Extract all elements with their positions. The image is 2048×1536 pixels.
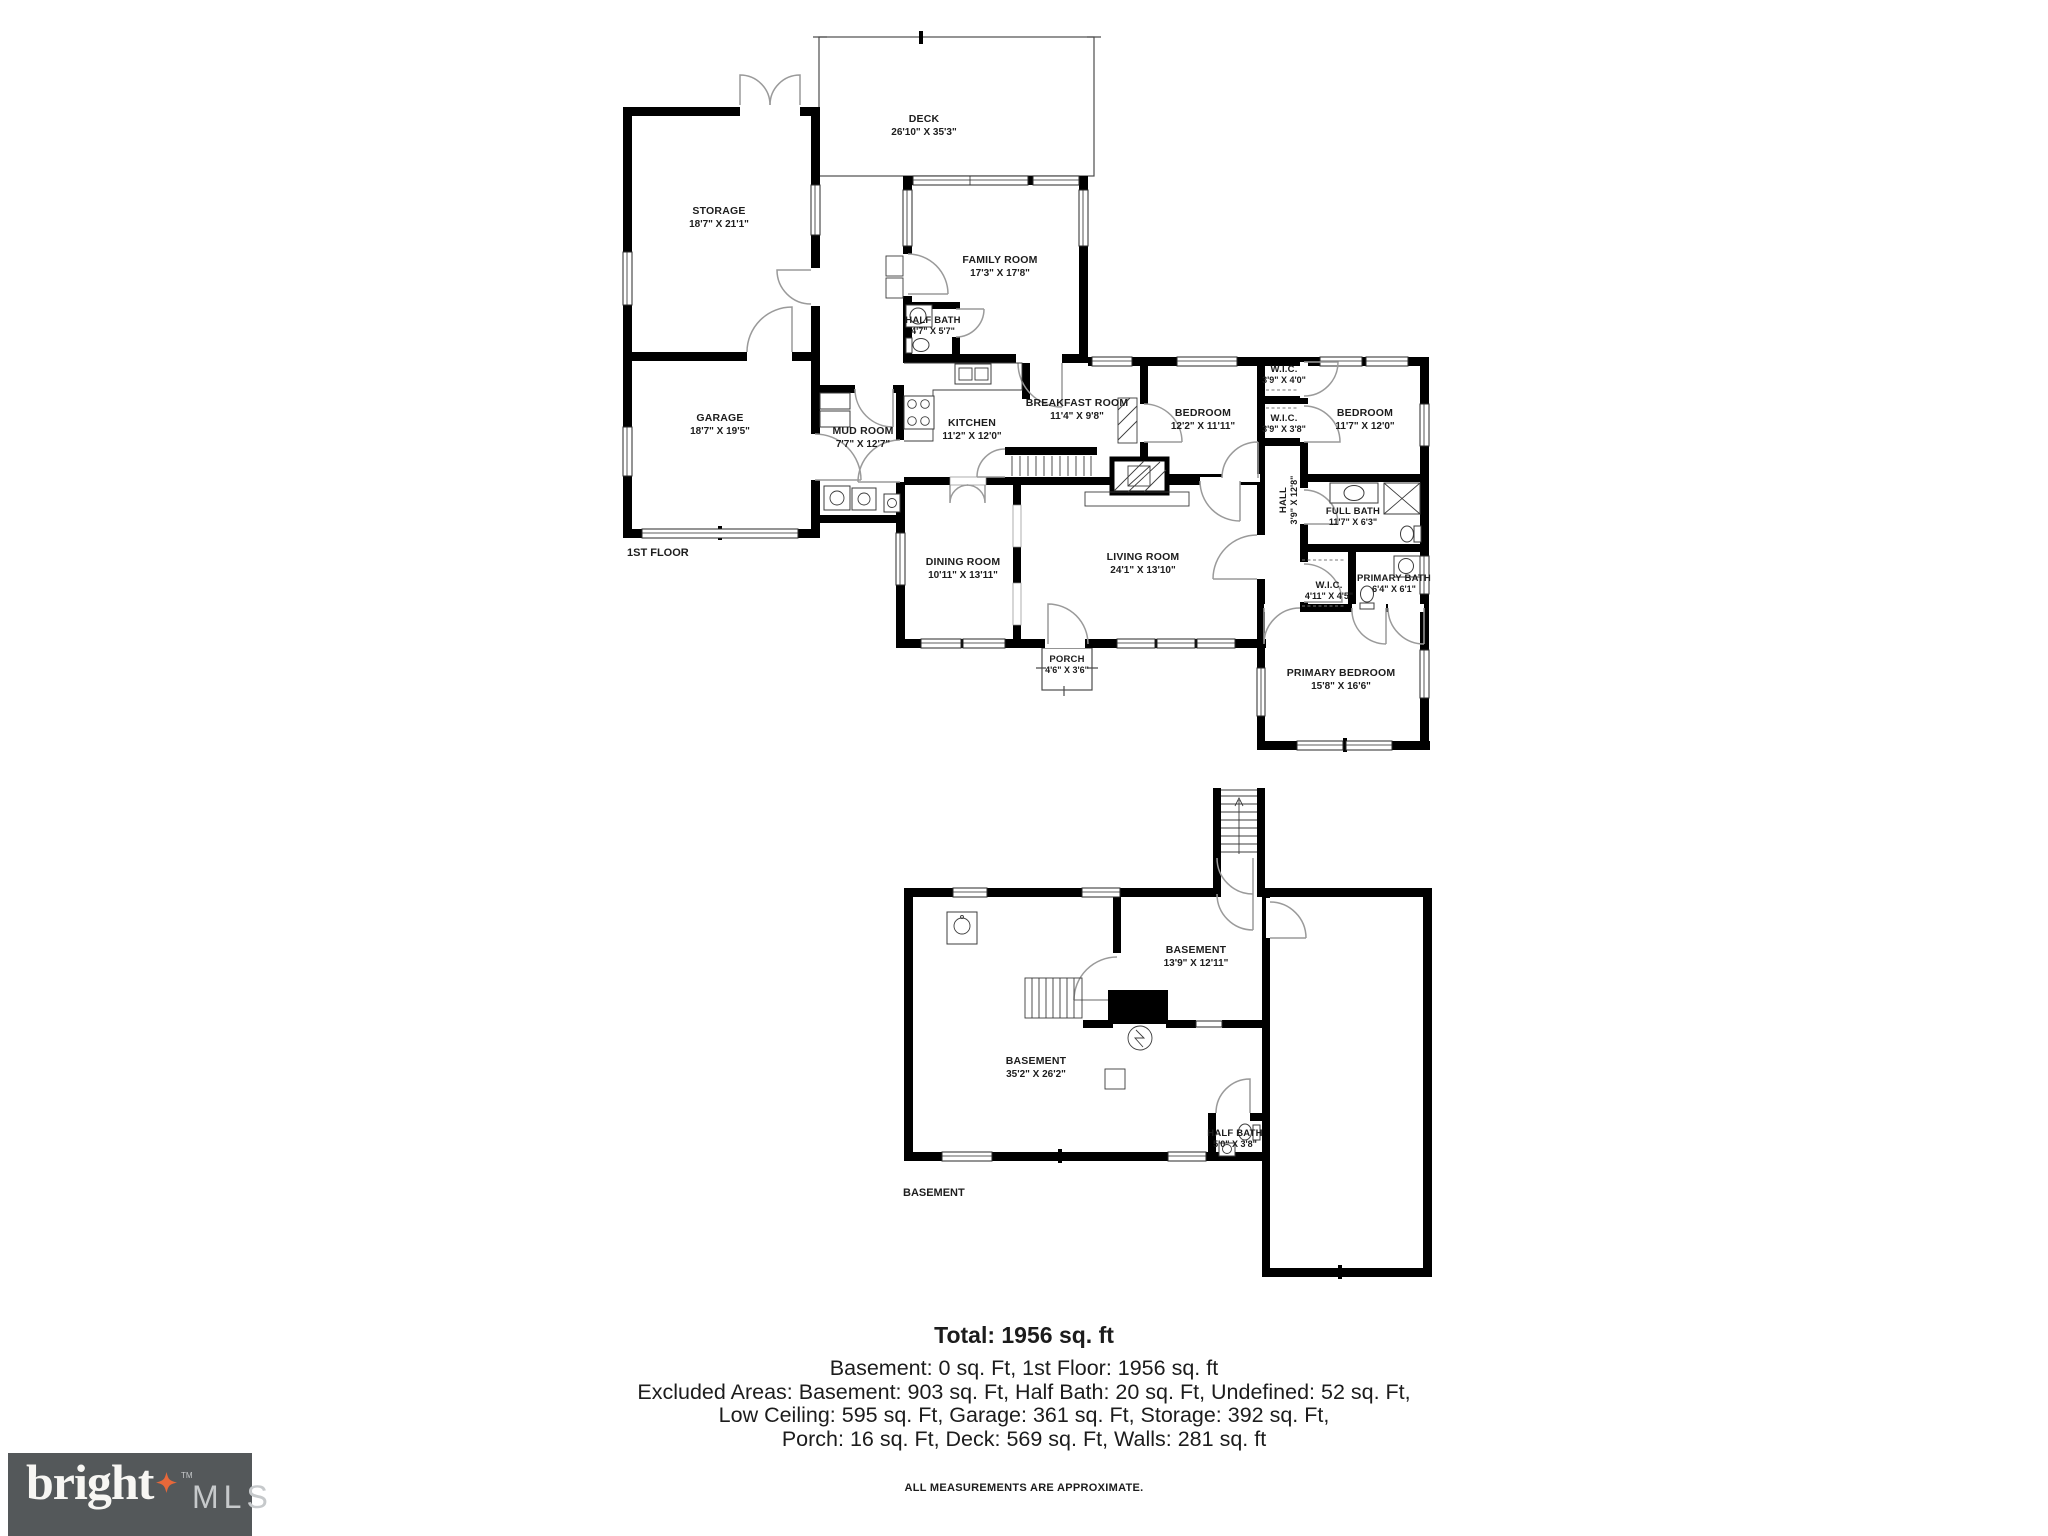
summary-line-3: Low Ceiling: 595 sq. Ft, Garage: 361 sq. Ft, Storage: 392 sq. Ft,: [718, 1403, 1330, 1427]
summary-total: Total: 1956 sq. ft: [934, 1322, 1114, 1348]
svg-text:BEDROOM: BEDROOM: [1336, 407, 1394, 419]
svg-text:W.I.C.: W.I.C.: [1270, 413, 1298, 424]
svg-text:FAMILY ROOM: FAMILY ROOM: [962, 254, 1038, 266]
summary-disclaimer: ALL MEASUREMENTS ARE APPROXIMATE.: [904, 1482, 1144, 1494]
room-label-half-bath-first: [905, 315, 960, 336]
svg-text:7'7" X 12'7": 7'7" X 12'7": [835, 439, 891, 450]
room-label-wic-1: [1262, 364, 1306, 385]
svg-text:18'7" X 21'1": 18'7" X 21'1": [689, 219, 749, 230]
svg-text:BREAKFAST ROOM: BREAKFAST ROOM: [1025, 397, 1129, 409]
svg-text:BEDROOM: BEDROOM: [1174, 407, 1232, 419]
svg-text:12'2" X 11'11": 12'2" X 11'11": [1170, 421, 1236, 432]
svg-text:18'7" X 19'5": 18'7" X 19'5": [690, 426, 750, 437]
summary-line-2: Excluded Areas: Basement: 903 sq. Ft, Half Bath: 20 sq. Ft, Undefined: 52 sq. Ft,: [637, 1379, 1411, 1404]
svg-text:11'2" X 12'0": 11'2" X 12'0": [942, 431, 1002, 442]
svg-text:3'9" X 12'8": 3'9" X 12'8": [1289, 475, 1299, 525]
svg-text:6'4" X 6'1": 6'4" X 6'1": [1372, 584, 1416, 594]
room-label-storage: [689, 205, 749, 230]
room-label-garage: [690, 412, 750, 437]
logo-suffix-text: MLS: [192, 1479, 273, 1515]
svg-text:24'1" X 13'10": 24'1" X 13'10": [1110, 565, 1176, 576]
svg-text:MUD ROOM: MUD ROOM: [832, 425, 894, 437]
stairs-first-floor: [1012, 456, 1091, 476]
svg-text:3'9" X 3'8": 3'9" X 3'8": [1262, 424, 1306, 434]
svg-text:DINING ROOM: DINING ROOM: [925, 556, 1001, 568]
room-label-half-bath-basement: [1207, 1128, 1262, 1149]
stairs-basement-shaft: [1221, 790, 1257, 854]
svg-text:PORCH: PORCH: [1049, 654, 1085, 665]
room-label-hall: [1278, 476, 1299, 525]
floor-label-basement: BASEMENT: [903, 1187, 965, 1199]
svg-text:15'8" X 16'6": 15'8" X 16'6": [1311, 681, 1371, 692]
room-label-bedroom-1: [1171, 407, 1236, 432]
room-labels: [627, 113, 1431, 1199]
svg-text:17'3" X 17'8": 17'3" X 17'8": [970, 268, 1030, 279]
room-label-basement-room: [1164, 944, 1229, 969]
svg-text:PRIMARY BEDROOM: PRIMARY BEDROOM: [1286, 667, 1396, 679]
summary-line-4: Porch: 16 sq. Ft, Deck: 569 sq. Ft, Walls: 281 sq. ft: [781, 1426, 1267, 1451]
svg-text:HALF BATH: HALF BATH: [1207, 1128, 1263, 1139]
svg-text:GARAGE: GARAGE: [696, 412, 744, 424]
svg-text:11'7" X 6'3": 11'7" X 6'3": [1328, 517, 1378, 527]
room-label-porch: [1045, 654, 1089, 675]
svg-text:FULL BATH: FULL BATH: [1325, 506, 1381, 517]
svg-text:BASEMENT: BASEMENT: [1165, 944, 1227, 956]
area-summary: [0, 1322, 2048, 1494]
room-label-living-room: [1107, 551, 1180, 576]
brightmls-logo: [8, 1453, 273, 1536]
svg-text:5'0" X 3'8": 5'0" X 3'8": [1213, 1139, 1257, 1149]
svg-text:11'4" X 9'8": 11'4" X 9'8": [1050, 411, 1104, 422]
svg-text:KITCHEN: KITCHEN: [947, 417, 997, 429]
room-label-breakfast-room: [1026, 397, 1129, 422]
svg-text:3'9" X 4'0": 3'9" X 4'0": [1262, 375, 1306, 385]
room-label-deck: [891, 113, 957, 138]
room-label-full-bath: [1326, 506, 1380, 527]
room-label-mud-room: [832, 425, 893, 450]
svg-text:13'9" X 12'11": 13'9" X 12'11": [1163, 958, 1229, 969]
svg-text:DECK: DECK: [908, 113, 940, 125]
room-label-wic-3: [1305, 580, 1353, 601]
summary-line-1: Basement: 0 sq. Ft, 1st Floor: 1956 sq. ft: [829, 1356, 1219, 1380]
room-label-primary-bedroom: [1287, 667, 1396, 692]
logo-tm-mark: TM: [181, 1471, 193, 1480]
walls: [623, 107, 1432, 1279]
svg-text:W.I.C.: W.I.C.: [1315, 580, 1343, 591]
svg-text:4'7" X 5'7": 4'7" X 5'7": [911, 326, 955, 336]
logo-star-icon: [155, 1471, 178, 1494]
floor-label-first: 1ST FLOOR: [627, 547, 689, 559]
svg-text:4'6" X 3'6": 4'6" X 3'6": [1045, 665, 1089, 675]
logo-brand-text: bright: [26, 1454, 154, 1510]
svg-text:BASEMENT: BASEMENT: [1005, 1055, 1067, 1067]
svg-text:STORAGE: STORAGE: [692, 205, 746, 217]
svg-text:HALF BATH: HALF BATH: [905, 315, 961, 326]
svg-text:HALL: HALL: [1278, 486, 1289, 514]
room-label-family-room: [962, 254, 1037, 279]
svg-text:26'10" X 35'3": 26'10" X 35'3": [891, 127, 957, 138]
room-label-wic-2: [1262, 413, 1306, 434]
room-label-kitchen: [942, 417, 1002, 442]
svg-text:W.I.C.: W.I.C.: [1270, 364, 1298, 375]
svg-text:11'7" X 12'0": 11'7" X 12'0": [1335, 421, 1395, 432]
svg-text:4'11" X 4'5": 4'11" X 4'5": [1304, 591, 1354, 601]
room-label-basement-main: [1006, 1055, 1067, 1080]
svg-text:PRIMARY BATH: PRIMARY BATH: [1356, 573, 1432, 584]
svg-text:35'2" X 26'2": 35'2" X 26'2": [1006, 1069, 1066, 1080]
room-label-bedroom-2: [1335, 407, 1395, 432]
deck-outline: [813, 31, 1101, 176]
svg-text:10'11" X 13'11": 10'11" X 13'11": [928, 570, 998, 581]
svg-text:LIVING ROOM: LIVING ROOM: [1106, 551, 1180, 563]
room-label-dining-room: [926, 556, 1001, 581]
